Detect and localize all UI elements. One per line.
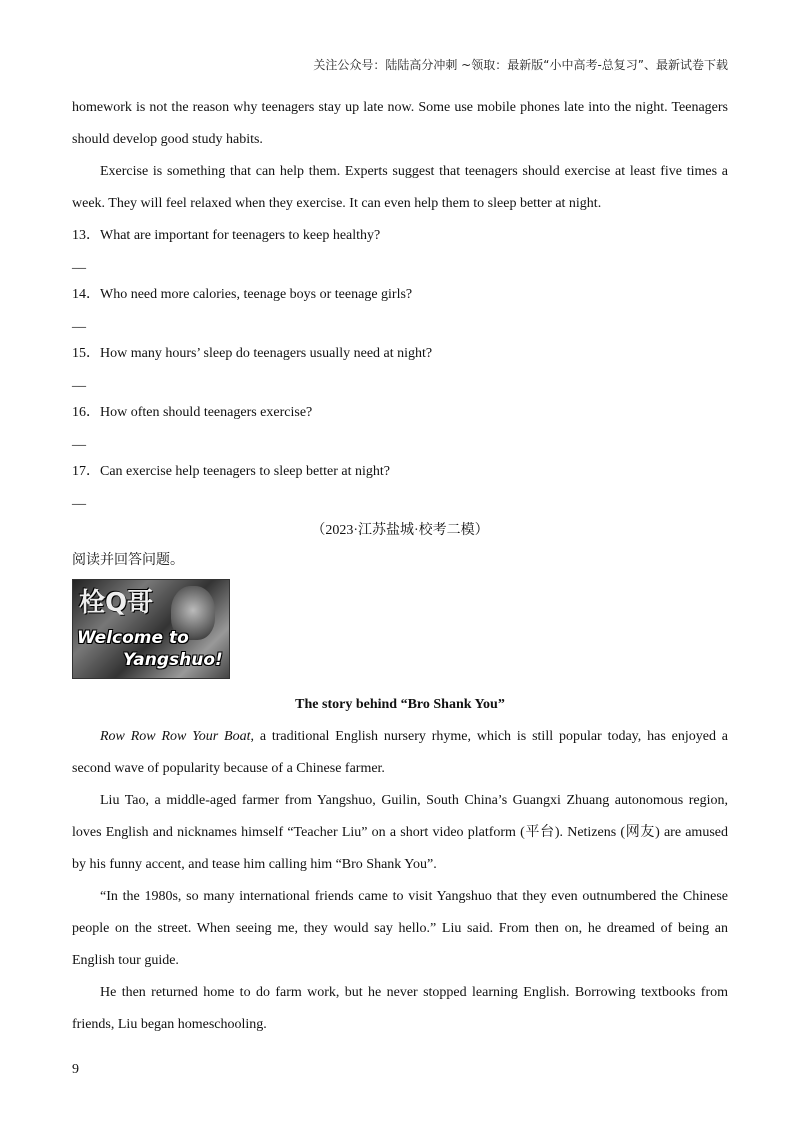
article-title: The story behind “Bro Shank You” [295, 697, 505, 712]
image-title-text: 栓Q哥 [79, 588, 154, 618]
question-list [72, 226, 728, 510]
answer-blank-14[interactable]: __ [72, 315, 86, 330]
article-paragraph-4: He then returned home to do farm work, but he never stopped learning English. Borrowing textbooks from friends, Liu began homeschooling. [72, 985, 728, 1032]
answer-blank-13[interactable]: __ [72, 256, 86, 271]
image-caption-line-2: Yangshuo! [123, 650, 223, 670]
answer-blank-16[interactable]: __ [72, 433, 86, 448]
question-13: 13．What are important for teenagers to keep healthy? [72, 228, 381, 243]
exam-source: （2023·江苏盐城·校考二模） [311, 523, 489, 538]
page-content [72, 92, 728, 1041]
question-16: 16．How often should teenagers exercise? [72, 405, 313, 420]
article-paragraph-3: “In the 1980s, so many international friends came to visit Yangshuo that they even outnumbered the Chinese people on the street. When seeing me, they would say hello.” Liu said. From then on, he dreamed of being an English tour guide. [72, 889, 728, 968]
question-14: 14．Who need more calories, teenage boys or teenage girls? [72, 287, 413, 302]
passage-paragraph-2: Exercise is something that can help them. Experts suggest that teenagers should exercise at least five times a week. They will feel relaxed when they exercise. It can even help them to sleep better at night. [72, 164, 728, 211]
image-caption-line-1: Welcome to [77, 628, 189, 648]
article-paragraph-1 [72, 721, 728, 785]
question-17: 17．Can exercise help teenagers to sleep better at night? [72, 464, 390, 479]
article-paragraph-2: Liu Tao, a middle-aged farmer from Yangshuo, Guilin, South China’s Guangxi Zhuang autonomous region, loves English and nicknames himself “Teacher Liu” on a short video platform (平台). Netizens (网友) are amused by his funny accent, and tease him calling him “Bro Shank You”. [72, 793, 728, 872]
page-header: 关注公众号：陆陆高分冲刺 ~领取：最新版“小中高考-总复习”、最新试卷下载 [313, 58, 728, 72]
answer-blank-17[interactable]: __ [72, 492, 86, 507]
page-number: 9 [72, 1062, 79, 1077]
answer-blank-15[interactable]: __ [72, 374, 86, 389]
article-image [72, 579, 230, 679]
article-paragraph-1-text: , a traditional English nursery rhyme, which is still popular today, has enjoyed a second wave of popularity because of a Chinese farmer. [72, 729, 729, 776]
question-15: 15．How many hours’ sleep do teenagers usually need at night? [72, 346, 433, 361]
passage-paragraph-1: homework is not the reason why teenagers stay up late now. Some use mobile phones late into the night. Teenagers should develop good study habits. [72, 100, 728, 147]
reading-instruction: 阅读并回答问题。 [72, 553, 184, 568]
rhyme-title: Row Row Row Your Boat [100, 729, 251, 744]
